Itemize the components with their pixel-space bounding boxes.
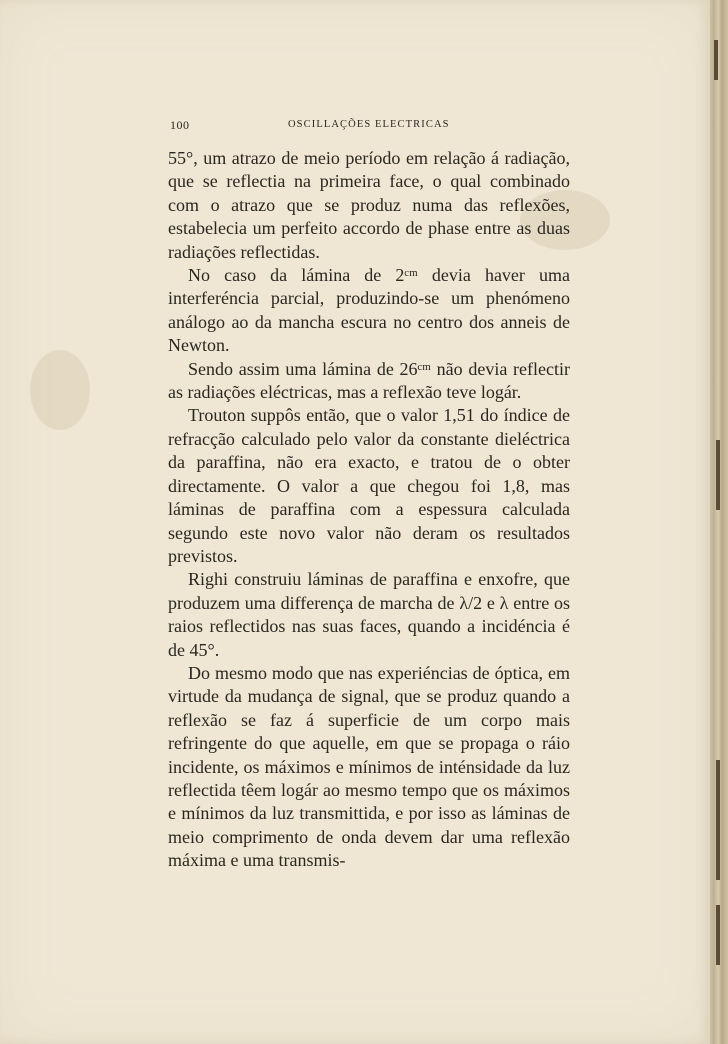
page-edge-tab [716,440,720,510]
page-number: 100 [170,118,190,132]
paragraph: Sendo assim uma lámina de 26ᶜᵐ não devia reflectir as radiações eléctricas, mas a reflexão teve logár. [168,358,570,403]
page-edge-tab [714,40,718,80]
page-header [170,118,570,136]
page-edge [710,0,728,1044]
page-edge-tab [716,760,720,880]
paragraph: Righi construiu láminas de paraffina e enxofre, que produzem uma differença de marcha de λ/2 e λ entre os raios reflectidos nas suas faces, quando a incidéncia é de 45°. [168,569,570,660]
paragraph: No caso da lámina de 2ᶜᵐ devia haver uma interferéncia parcial, produzindo-se um phenómeno análogo ao da mancha escura no centro dos anneis de Newton. [168,265,570,356]
paper-stain [30,350,90,430]
page-edge-tab [716,905,720,965]
paragraph: Do mesmo modo que nas experiéncias de óptica, em virtude da mudança de signal, que se produz quando a reflexão se faz á superficie de um corpo mais refringente do que aquelle, em que se propaga o ráio incidente, os máximos e mínimos de inténsidade da luz reflectida têem logár ao mesmo tempo que os máximos e mínimos da luz transmittida, e por isso as láminas de meio comprimento de onda devem dar uma reflexão máxima e uma transmis- [168,662,570,871]
paragraph: 55°, um atrazo de meio período em relação á radiação, que se reflectia na primeira face, o qual combinado com o atrazo que se produz numa das reflexões, estabelecia um perfeito accordo de phase entre as duas radiações reflectidas. [168,148,570,262]
body-text [168,147,570,873]
running-title: OSCILLAÇÕES ELECTRICAS [288,119,450,130]
paragraph: Trouton suppôs então, que o valor 1,51 do índice de refracção calculado pelo valor da constante dieléctrica da paraffina, não era exacto, e tratou de o obter directamente. O valor a que chegou foi 1,8, mas láminas de paraffina com a espessura calculada segundo este novo valor não deram os resultados previstos. [168,405,570,566]
